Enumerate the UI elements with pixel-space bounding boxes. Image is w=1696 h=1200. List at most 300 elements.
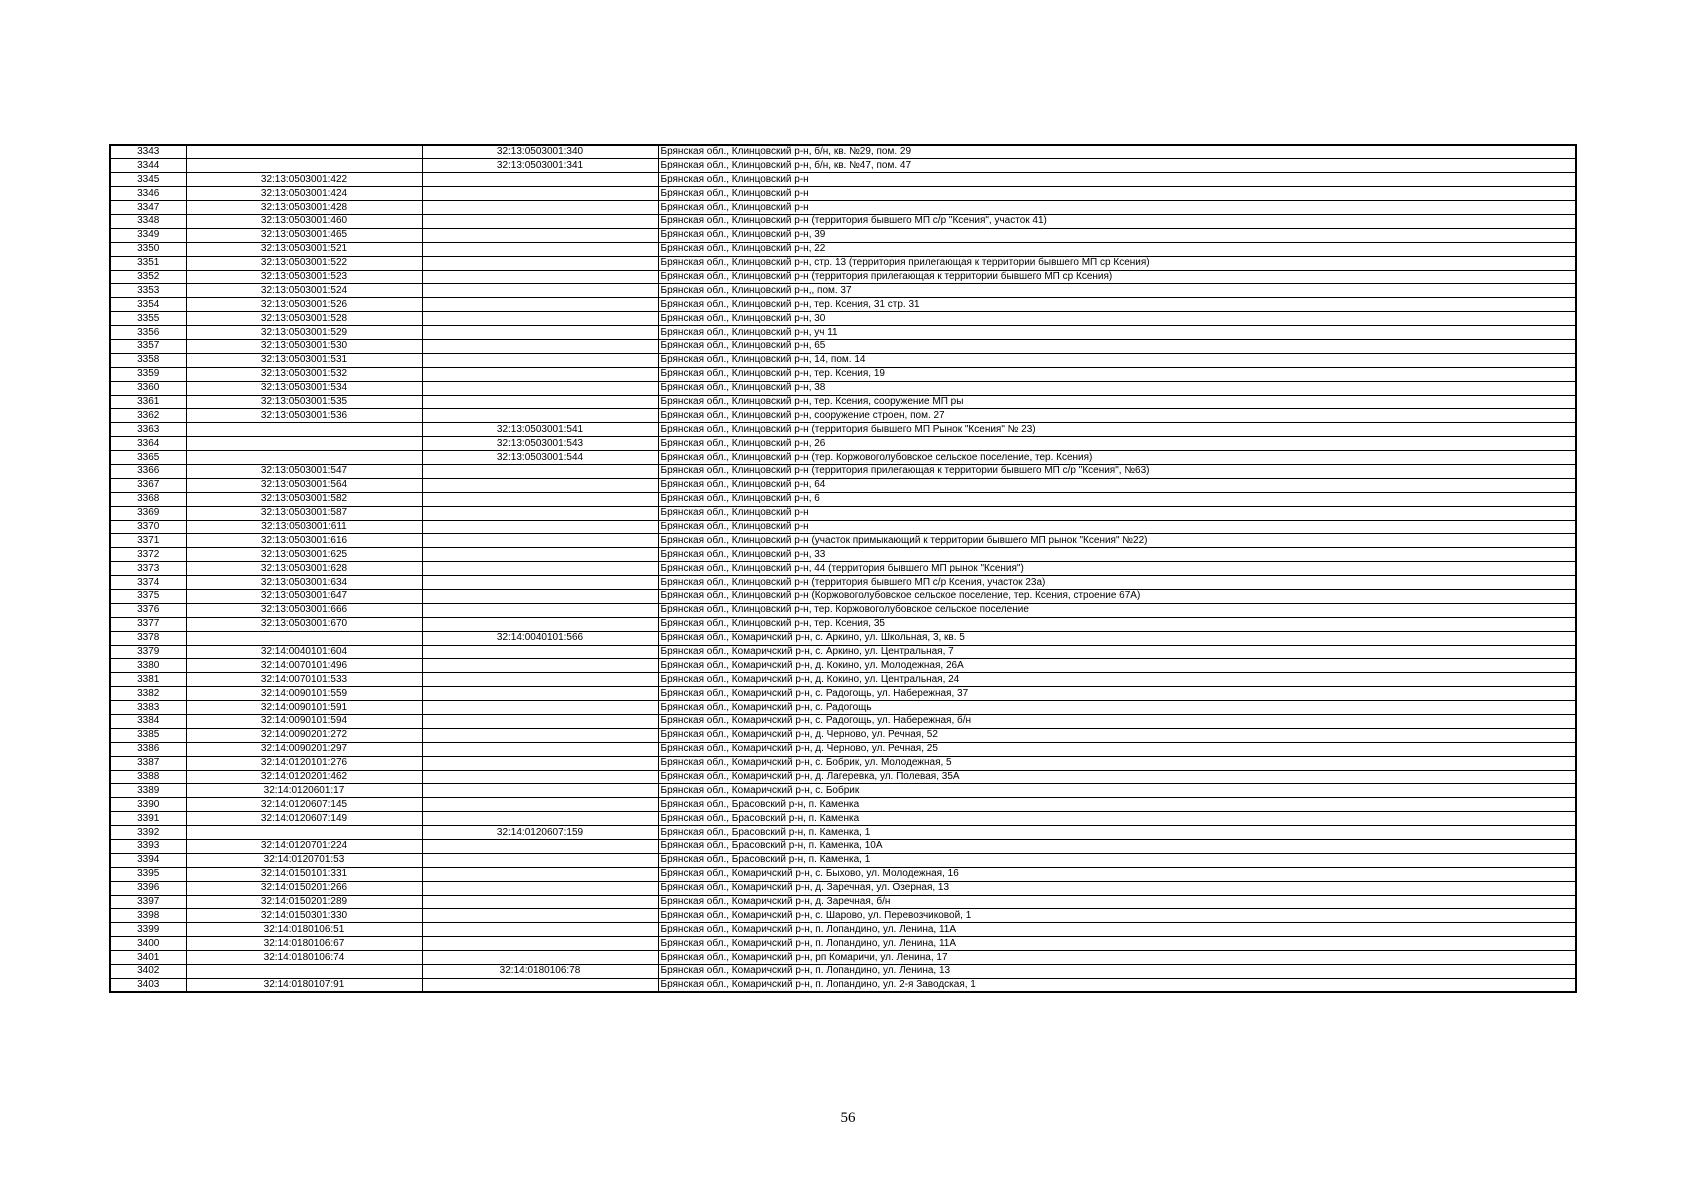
cadastral-number-cell: 32:13:0503001:536 (186, 409, 422, 423)
row-number-cell: 3365 (110, 451, 186, 465)
new-cadastral-number-cell: 32:14:0120607:159 (422, 826, 658, 840)
address-cell: Брянская обл., Брасовский р-н, п. Каменка (658, 798, 1576, 812)
address-cell: Брянская обл., Комаричский р-н, д. Заречная, б/н (658, 895, 1576, 909)
cadastral-number-cell: 32:14:0150301:330 (186, 909, 422, 923)
table-row (110, 603, 1576, 617)
cadastral-number-cell: 32:14:0120101:276 (186, 756, 422, 770)
table-row (110, 784, 1576, 798)
new-cadastral-number-cell (422, 576, 658, 590)
address-cell: Брянская обл., Клинцовский р-н, уч 11 (658, 326, 1576, 340)
address-cell: Брянская обл., Комаричский р-н, п. Лопандино, ул. Ленина, 11А (658, 937, 1576, 951)
table-row (110, 687, 1576, 701)
table-row (110, 423, 1576, 437)
cadastral-number-cell: 32:13:0503001:535 (186, 395, 422, 409)
cadastral-number-cell: 32:13:0503001:521 (186, 242, 422, 256)
cadastral-number-cell (186, 437, 422, 451)
address-cell: Брянская обл., Клинцовский р-н, б/н, кв. №29, пом. 29 (658, 145, 1576, 159)
new-cadastral-number-cell: 32:13:0503001:341 (422, 159, 658, 173)
table-row (110, 978, 1576, 992)
table-row (110, 520, 1576, 534)
table-row (110, 965, 1576, 979)
row-number-cell: 3399 (110, 923, 186, 937)
cadastral-number-cell (186, 826, 422, 840)
cadastral-number-cell: 32:13:0503001:547 (186, 464, 422, 478)
table-row (110, 867, 1576, 881)
cadastral-number-cell: 32:14:0150201:266 (186, 881, 422, 895)
row-number-cell: 3367 (110, 478, 186, 492)
row-number-cell: 3397 (110, 895, 186, 909)
row-number-cell: 3394 (110, 853, 186, 867)
row-number-cell: 3396 (110, 881, 186, 895)
new-cadastral-number-cell (422, 395, 658, 409)
row-number-cell: 3354 (110, 298, 186, 312)
table-row (110, 298, 1576, 312)
row-number-cell: 3363 (110, 423, 186, 437)
table-row (110, 937, 1576, 951)
address-cell: Брянская обл., Клинцовский р-н, стр. 13 (территория прилегающая к территории бывшего МП ср Ксения) (658, 256, 1576, 270)
address-cell: Брянская обл., Клинцовский р-н, 38 (658, 381, 1576, 395)
new-cadastral-number-cell (422, 603, 658, 617)
new-cadastral-number-cell (422, 256, 658, 270)
new-cadastral-number-cell: 32:14:0040101:566 (422, 631, 658, 645)
row-number-cell: 3371 (110, 534, 186, 548)
cadastral-number-cell: 32:13:0503001:422 (186, 173, 422, 187)
registry-table (109, 144, 1577, 993)
new-cadastral-number-cell (422, 326, 658, 340)
row-number-cell: 3382 (110, 687, 186, 701)
address-cell: Брянская обл., Клинцовский р-н, 39 (658, 228, 1576, 242)
new-cadastral-number-cell (422, 284, 658, 298)
cadastral-number-cell: 32:13:0503001:587 (186, 506, 422, 520)
row-number-cell: 3401 (110, 951, 186, 965)
address-cell: Брянская обл., Клинцовский р-н (658, 520, 1576, 534)
new-cadastral-number-cell (422, 214, 658, 228)
new-cadastral-number-cell (422, 617, 658, 631)
page-number: 56 (840, 1110, 856, 1126)
row-number-cell: 3403 (110, 978, 186, 992)
table-row (110, 659, 1576, 673)
address-cell: Брянская обл., Клинцовский р-н,, пом. 37 (658, 284, 1576, 298)
cadastral-number-cell (186, 145, 422, 159)
table-row (110, 242, 1576, 256)
cadastral-number-cell: 32:14:0150101:331 (186, 867, 422, 881)
cadastral-number-cell: 32:13:0503001:523 (186, 270, 422, 284)
cadastral-number-cell: 32:13:0503001:526 (186, 298, 422, 312)
row-number-cell: 3393 (110, 840, 186, 854)
address-cell: Брянская обл., Клинцовский р-н (658, 201, 1576, 215)
cadastral-number-cell: 32:14:0180106:74 (186, 951, 422, 965)
address-cell: Брянская обл., Комаричский р-н, д. Кокино, ул. Молодежная, 26А (658, 659, 1576, 673)
row-number-cell: 3372 (110, 548, 186, 562)
cadastral-number-cell: 32:13:0503001:529 (186, 326, 422, 340)
address-cell: Брянская обл., Клинцовский р-н, тер. Ксения, 19 (658, 367, 1576, 381)
table-row (110, 812, 1576, 826)
row-number-cell: 3345 (110, 173, 186, 187)
address-cell: Брянская обл., Клинцовский р-н (территория прилегающая к территории бывшего МП с/р "Ксения", №63) (658, 464, 1576, 478)
table-row (110, 881, 1576, 895)
new-cadastral-number-cell (422, 492, 658, 506)
table-row (110, 590, 1576, 604)
table-row (110, 464, 1576, 478)
address-cell: Брянская обл., Клинцовский р-н, 22 (658, 242, 1576, 256)
table-row (110, 826, 1576, 840)
cadastral-number-cell: 32:14:0120201:462 (186, 770, 422, 784)
address-cell: Брянская обл., Клинцовский р-н, 64 (658, 478, 1576, 492)
cadastral-number-cell: 32:14:0090101:594 (186, 715, 422, 729)
table-row (110, 173, 1576, 187)
row-number-cell: 3360 (110, 381, 186, 395)
cadastral-number-cell: 32:13:0503001:670 (186, 617, 422, 631)
row-number-cell: 3350 (110, 242, 186, 256)
address-cell: Брянская обл., Комаричский р-н, д. Лагеревка, ул. Полевая, 35А (658, 770, 1576, 784)
table-row (110, 187, 1576, 201)
table-row (110, 312, 1576, 326)
new-cadastral-number-cell (422, 715, 658, 729)
address-cell: Брянская обл., Клинцовский р-н, 26 (658, 437, 1576, 451)
table-row (110, 451, 1576, 465)
table-row (110, 214, 1576, 228)
table-row (110, 895, 1576, 909)
new-cadastral-number-cell (422, 534, 658, 548)
new-cadastral-number-cell (422, 728, 658, 742)
new-cadastral-number-cell (422, 187, 658, 201)
address-cell: Брянская обл., Клинцовский р-н (658, 506, 1576, 520)
row-number-cell: 3352 (110, 270, 186, 284)
address-cell: Брянская обл., Комаричский р-н, п. Лопандино, ул. 2-я Заводская, 1 (658, 978, 1576, 992)
row-number-cell: 3369 (110, 506, 186, 520)
row-number-cell: 3402 (110, 965, 186, 979)
table-row (110, 534, 1576, 548)
cadastral-number-cell: 32:13:0503001:534 (186, 381, 422, 395)
row-number-cell: 3385 (110, 728, 186, 742)
registry-table-body (110, 145, 1576, 992)
new-cadastral-number-cell: 32:14:0180106:78 (422, 965, 658, 979)
row-number-cell: 3344 (110, 159, 186, 173)
row-number-cell: 3358 (110, 353, 186, 367)
address-cell: Брянская обл., Клинцовский р-н, тер. Коржовоголубовское сельское поселение (658, 603, 1576, 617)
table-row (110, 840, 1576, 854)
address-cell: Брянская обл., Комаричский р-н, с. Бобрик, ул. Молодежная, 5 (658, 756, 1576, 770)
new-cadastral-number-cell (422, 909, 658, 923)
row-number-cell: 3378 (110, 631, 186, 645)
cadastral-number-cell: 32:13:0503001:625 (186, 548, 422, 562)
cadastral-number-cell: 32:14:0040101:604 (186, 645, 422, 659)
cadastral-number-cell: 32:14:0180106:51 (186, 923, 422, 937)
row-number-cell: 3379 (110, 645, 186, 659)
cadastral-number-cell (186, 423, 422, 437)
address-cell: Брянская обл., Клинцовский р-н, б/н, кв. №47, пом. 47 (658, 159, 1576, 173)
cadastral-number-cell (186, 965, 422, 979)
cadastral-number-cell: 32:14:0120601:17 (186, 784, 422, 798)
new-cadastral-number-cell (422, 756, 658, 770)
table-row (110, 562, 1576, 576)
address-cell: Брянская обл., Клинцовский р-н, сооружение строен, пом. 27 (658, 409, 1576, 423)
address-cell: Брянская обл., Клинцовский р-н (658, 173, 1576, 187)
new-cadastral-number-cell (422, 409, 658, 423)
address-cell: Брянская обл., Комаричский р-н, с. Шарово, ул. Перевозчиковой, 1 (658, 909, 1576, 923)
table-row (110, 617, 1576, 631)
address-cell: Брянская обл., Комаричский р-н, д. Заречная, ул. Озерная, 13 (658, 881, 1576, 895)
table-row (110, 478, 1576, 492)
row-number-cell: 3376 (110, 603, 186, 617)
address-cell: Брянская обл., Клинцовский р-н (территория бывшего МП Рынок "Ксения" № 23) (658, 423, 1576, 437)
new-cadastral-number-cell (422, 840, 658, 854)
cadastral-number-cell: 32:13:0503001:428 (186, 201, 422, 215)
row-number-cell: 3389 (110, 784, 186, 798)
cadastral-number-cell: 32:13:0503001:465 (186, 228, 422, 242)
address-cell: Брянская обл., Комаричский р-н, с. Радогощь, ул. Набережная, 37 (658, 687, 1576, 701)
table-row (110, 576, 1576, 590)
row-number-cell: 3392 (110, 826, 186, 840)
new-cadastral-number-cell (422, 367, 658, 381)
address-cell: Брянская обл., Клинцовский р-н (Коржовоголубовское сельское поселение, тер. Ксения, строение 67А) (658, 590, 1576, 604)
new-cadastral-number-cell (422, 298, 658, 312)
new-cadastral-number-cell (422, 701, 658, 715)
new-cadastral-number-cell (422, 659, 658, 673)
cadastral-number-cell: 32:14:0090201:297 (186, 742, 422, 756)
table-row (110, 159, 1576, 173)
row-number-cell: 3355 (110, 312, 186, 326)
table-row (110, 548, 1576, 562)
new-cadastral-number-cell (422, 590, 658, 604)
row-number-cell: 3343 (110, 145, 186, 159)
row-number-cell: 3353 (110, 284, 186, 298)
row-number-cell: 3387 (110, 756, 186, 770)
table-row (110, 270, 1576, 284)
table-row (110, 951, 1576, 965)
row-number-cell: 3383 (110, 701, 186, 715)
table-row (110, 673, 1576, 687)
table-row (110, 853, 1576, 867)
new-cadastral-number-cell: 32:13:0503001:340 (422, 145, 658, 159)
cadastral-number-cell: 32:14:0070101:533 (186, 673, 422, 687)
row-number-cell: 3373 (110, 562, 186, 576)
table-row (110, 256, 1576, 270)
cadastral-number-cell (186, 159, 422, 173)
new-cadastral-number-cell (422, 312, 658, 326)
new-cadastral-number-cell (422, 881, 658, 895)
row-number-cell: 3375 (110, 590, 186, 604)
cadastral-number-cell: 32:14:0120607:145 (186, 798, 422, 812)
table-row (110, 770, 1576, 784)
table-row (110, 339, 1576, 353)
row-number-cell: 3377 (110, 617, 186, 631)
cadastral-number-cell: 32:13:0503001:522 (186, 256, 422, 270)
table-row (110, 437, 1576, 451)
row-number-cell: 3388 (110, 770, 186, 784)
address-cell: Брянская обл., Брасовский р-н, п. Каменка, 1 (658, 853, 1576, 867)
table-row (110, 756, 1576, 770)
row-number-cell: 3380 (110, 659, 186, 673)
row-number-cell: 3364 (110, 437, 186, 451)
row-number-cell: 3348 (110, 214, 186, 228)
cadastral-number-cell: 32:13:0503001:424 (186, 187, 422, 201)
cadastral-number-cell: 32:13:0503001:530 (186, 339, 422, 353)
row-number-cell: 3390 (110, 798, 186, 812)
address-cell: Брянская обл., Клинцовский р-н, тер. Ксения, 35 (658, 617, 1576, 631)
new-cadastral-number-cell: 32:13:0503001:543 (422, 437, 658, 451)
address-cell: Брянская обл., Комаричский р-н, с. Радогощь, ул. Набережная, б/н (658, 715, 1576, 729)
table-row (110, 409, 1576, 423)
new-cadastral-number-cell: 32:13:0503001:544 (422, 451, 658, 465)
cadastral-number-cell: 32:14:0070101:496 (186, 659, 422, 673)
address-cell: Брянская обл., Клинцовский р-н, 33 (658, 548, 1576, 562)
cadastral-number-cell: 32:14:0180106:67 (186, 937, 422, 951)
new-cadastral-number-cell (422, 853, 658, 867)
row-number-cell: 3361 (110, 395, 186, 409)
table-row (110, 395, 1576, 409)
row-number-cell: 3346 (110, 187, 186, 201)
cadastral-number-cell: 32:14:0090101:559 (186, 687, 422, 701)
row-number-cell: 3381 (110, 673, 186, 687)
new-cadastral-number-cell (422, 381, 658, 395)
address-cell: Брянская обл., Комаричский р-н, п. Лопандино, ул. Ленина, 11А (658, 923, 1576, 937)
new-cadastral-number-cell (422, 687, 658, 701)
table-row (110, 367, 1576, 381)
table-row (110, 728, 1576, 742)
row-number-cell: 3362 (110, 409, 186, 423)
address-cell: Брянская обл., Комаричский р-н, рп Комаричи, ул. Ленина, 17 (658, 951, 1576, 965)
address-cell: Брянская обл., Брасовский р-н, п. Каменка, 1 (658, 826, 1576, 840)
new-cadastral-number-cell (422, 520, 658, 534)
cadastral-number-cell: 32:14:0090201:272 (186, 728, 422, 742)
address-cell: Брянская обл., Клинцовский р-н (тер. Коржовоголубовское сельское поселение, тер. Ксения) (658, 451, 1576, 465)
row-number-cell: 3395 (110, 867, 186, 881)
new-cadastral-number-cell (422, 812, 658, 826)
cadastral-number-cell: 32:13:0503001:460 (186, 214, 422, 228)
table-row (110, 492, 1576, 506)
table-row (110, 798, 1576, 812)
address-cell: Брянская обл., Клинцовский р-н (участок примыкающий к территории бывшего МП рынок "Ксения" №22) (658, 534, 1576, 548)
new-cadastral-number-cell (422, 339, 658, 353)
new-cadastral-number-cell (422, 478, 658, 492)
new-cadastral-number-cell (422, 506, 658, 520)
cadastral-number-cell: 32:13:0503001:634 (186, 576, 422, 590)
address-cell: Брянская обл., Брасовский р-н, п. Каменка, 10А (658, 840, 1576, 854)
address-cell: Брянская обл., Клинцовский р-н, 14, пом. 14 (658, 353, 1576, 367)
row-number-cell: 3351 (110, 256, 186, 270)
new-cadastral-number-cell (422, 867, 658, 881)
address-cell: Брянская обл., Клинцовский р-н, 6 (658, 492, 1576, 506)
cadastral-number-cell: 32:13:0503001:528 (186, 312, 422, 326)
cadastral-number-cell: 32:13:0503001:524 (186, 284, 422, 298)
new-cadastral-number-cell: 32:13:0503001:541 (422, 423, 658, 437)
table-row (110, 145, 1576, 159)
row-number-cell: 3368 (110, 492, 186, 506)
address-cell: Брянская обл., Клинцовский р-н (территория бывшего МП с/р Ксения, участок 23а) (658, 576, 1576, 590)
address-cell: Брянская обл., Комаричский р-н, с. Аркино, ул. Центральная, 7 (658, 645, 1576, 659)
new-cadastral-number-cell (422, 937, 658, 951)
address-cell: Брянская обл., Клинцовский р-н (территория прилегающая к территории бывшего МП ср Ксения) (658, 270, 1576, 284)
table-row (110, 631, 1576, 645)
cadastral-number-cell: 32:14:0150201:289 (186, 895, 422, 909)
row-number-cell: 3349 (110, 228, 186, 242)
new-cadastral-number-cell (422, 770, 658, 784)
new-cadastral-number-cell (422, 978, 658, 992)
cadastral-number-cell: 32:13:0503001:564 (186, 478, 422, 492)
new-cadastral-number-cell (422, 201, 658, 215)
table-row (110, 381, 1576, 395)
row-number-cell: 3400 (110, 937, 186, 951)
row-number-cell: 3370 (110, 520, 186, 534)
cadastral-number-cell: 32:14:0180107:91 (186, 978, 422, 992)
table-row (110, 228, 1576, 242)
address-cell: Брянская обл., Комаричский р-н, с. Аркино, ул. Школьная, 3, кв. 5 (658, 631, 1576, 645)
cadastral-number-cell: 32:13:0503001:628 (186, 562, 422, 576)
address-cell: Брянская обл., Клинцовский р-н, 30 (658, 312, 1576, 326)
address-cell: Брянская обл., Брасовский р-н, п. Каменка (658, 812, 1576, 826)
address-cell: Брянская обл., Комаричский р-н, с. Быхово, ул. Молодежная, 16 (658, 867, 1576, 881)
table-row (110, 506, 1576, 520)
address-cell: Брянская обл., Клинцовский р-н (территория бывшего МП с/р "Ксения", участок 41) (658, 214, 1576, 228)
new-cadastral-number-cell (422, 798, 658, 812)
address-cell: Брянская обл., Клинцовский р-н (658, 187, 1576, 201)
new-cadastral-number-cell (422, 242, 658, 256)
new-cadastral-number-cell (422, 228, 658, 242)
cadastral-number-cell (186, 451, 422, 465)
address-cell: Брянская обл., Клинцовский р-н, 44 (территория бывшего МП рынок "Ксения") (658, 562, 1576, 576)
address-cell: Брянская обл., Клинцовский р-н, 65 (658, 339, 1576, 353)
new-cadastral-number-cell (422, 548, 658, 562)
row-number-cell: 3356 (110, 326, 186, 340)
cadastral-number-cell: 32:13:0503001:666 (186, 603, 422, 617)
row-number-cell: 3386 (110, 742, 186, 756)
cadastral-number-cell: 32:14:0120607:149 (186, 812, 422, 826)
new-cadastral-number-cell (422, 742, 658, 756)
address-cell: Брянская обл., Клинцовский р-н, тер. Ксения, сооружение МП ры (658, 395, 1576, 409)
table-row (110, 353, 1576, 367)
row-number-cell: 3384 (110, 715, 186, 729)
cadastral-number-cell: 32:13:0503001:611 (186, 520, 422, 534)
table-row (110, 923, 1576, 937)
cadastral-number-cell (186, 631, 422, 645)
cadastral-number-cell: 32:14:0090101:591 (186, 701, 422, 715)
row-number-cell: 3366 (110, 464, 186, 478)
address-cell: Брянская обл., Комаричский р-н, д. Черново, ул. Речная, 25 (658, 742, 1576, 756)
new-cadastral-number-cell (422, 270, 658, 284)
cadastral-number-cell: 32:13:0503001:531 (186, 353, 422, 367)
address-cell: Брянская обл., Комаричский р-н, д. Кокино, ул. Центральная, 24 (658, 673, 1576, 687)
new-cadastral-number-cell (422, 562, 658, 576)
cadastral-number-cell: 32:14:0120701:224 (186, 840, 422, 854)
new-cadastral-number-cell (422, 784, 658, 798)
cadastral-number-cell: 32:13:0503001:532 (186, 367, 422, 381)
address-cell: Брянская обл., Комаричский р-н, д. Черново, ул. Речная, 52 (658, 728, 1576, 742)
new-cadastral-number-cell (422, 645, 658, 659)
row-number-cell: 3359 (110, 367, 186, 381)
table-row (110, 284, 1576, 298)
new-cadastral-number-cell (422, 895, 658, 909)
address-cell: Брянская обл., Комаричский р-н, п. Лопандино, ул. Ленина, 13 (658, 965, 1576, 979)
address-cell: Брянская обл., Клинцовский р-н, тер. Ксения, 31 стр. 31 (658, 298, 1576, 312)
table-row (110, 909, 1576, 923)
new-cadastral-number-cell (422, 951, 658, 965)
table-row (110, 201, 1576, 215)
new-cadastral-number-cell (422, 173, 658, 187)
address-cell: Брянская обл., Комаричский р-н, с. Радогощь (658, 701, 1576, 715)
new-cadastral-number-cell (422, 673, 658, 687)
table-row (110, 645, 1576, 659)
table-row (110, 715, 1576, 729)
address-cell: Брянская обл., Комаричский р-н, с. Бобрик (658, 784, 1576, 798)
cadastral-number-cell: 32:13:0503001:647 (186, 590, 422, 604)
table-row (110, 742, 1576, 756)
new-cadastral-number-cell (422, 353, 658, 367)
row-number-cell: 3357 (110, 339, 186, 353)
cadastral-number-cell: 32:14:0120701:53 (186, 853, 422, 867)
cadastral-number-cell: 32:13:0503001:616 (186, 534, 422, 548)
row-number-cell: 3374 (110, 576, 186, 590)
